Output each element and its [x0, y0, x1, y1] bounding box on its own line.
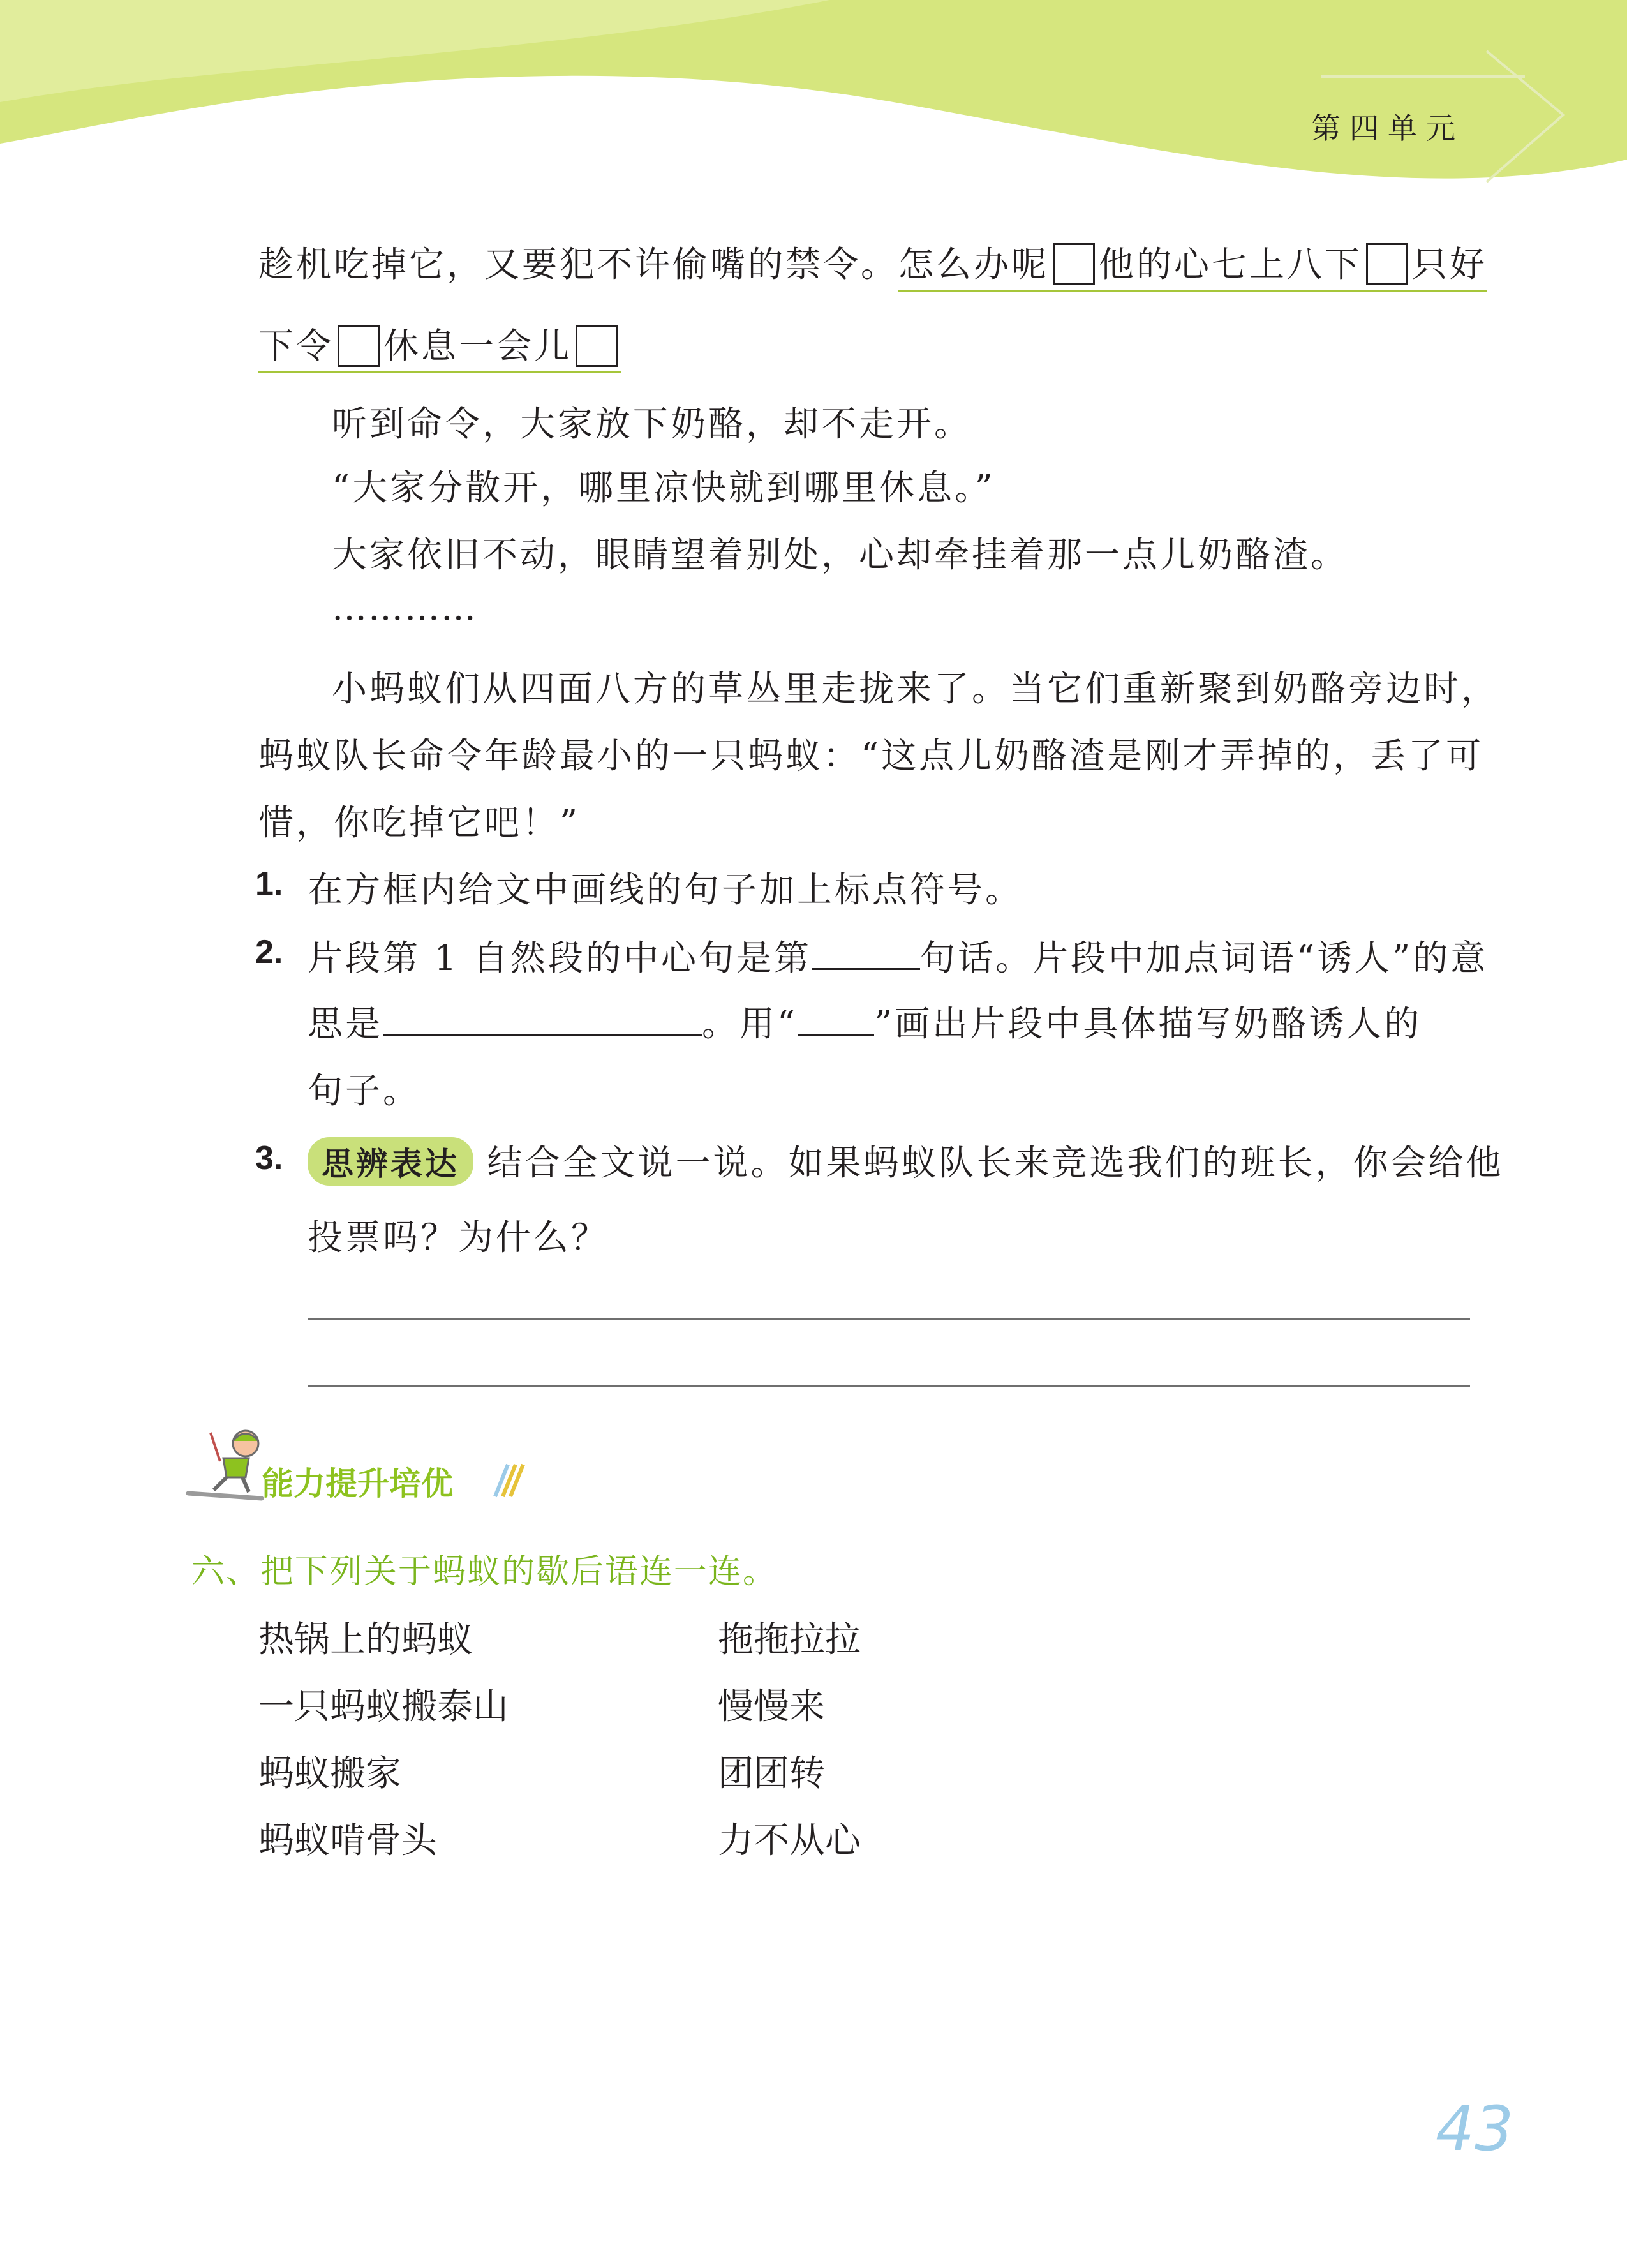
- punctuation-box[interactable]: [1053, 243, 1095, 285]
- answer-blank[interactable]: [383, 1008, 702, 1036]
- punctuation-box[interactable]: [338, 325, 380, 367]
- left-item[interactable]: 热锅上的蚂蚁: [258, 1619, 473, 1660]
- answer-blank[interactable]: [812, 943, 920, 970]
- paragraph: 蚂蚁队长命令年龄最小的一只蚂蚁：“这点儿奶酪渣是刚才弄掉的，丢了可: [258, 735, 1484, 776]
- question-number: 3.: [255, 1140, 283, 1177]
- section-6-heading: 六、把下列关于蚂蚁的歇后语连一连。: [191, 1553, 778, 1591]
- header-banner: [0, 0, 1627, 204]
- question-2-line-1: 片段第 1 自然段的中心句是第 句话。片段中加点词语“诱人”的意: [308, 937, 1489, 978]
- punctuation-box[interactable]: [1366, 243, 1408, 285]
- left-item[interactable]: 蚂蚁搬家: [258, 1753, 401, 1794]
- underlined-sentence: 怎么办呢 他的心七上八下 只好: [898, 244, 1487, 292]
- paragraph: 听到命令，大家放下奶酪，却不走开。: [332, 403, 972, 444]
- question-number: 1.: [255, 865, 283, 902]
- answer-line[interactable]: [308, 1385, 1470, 1387]
- question-3-line-1: 思辨表达 结合全文说一说。如果蚂蚁队长来竞选我们的班长，你会给他: [308, 1135, 1504, 1186]
- left-item[interactable]: 一只蚂蚁搬泰山: [258, 1686, 509, 1727]
- passage-line-1: [258, 236, 1487, 287]
- paragraph: 小蚂蚁们从四面八方的草丛里走拢来了。当它们重新聚到奶酪旁边时，: [332, 668, 1499, 709]
- underlined-sentence: 下令 休息一会儿: [258, 325, 621, 373]
- page-number: 43: [1436, 2093, 1514, 2165]
- slash-decoration-icon: [490, 1461, 528, 1500]
- paragraph: “大家分散开，哪里凉快就到哪里休息。”: [332, 467, 995, 508]
- right-item[interactable]: 力不从心: [718, 1820, 861, 1861]
- answer-line[interactable]: [308, 1318, 1470, 1320]
- underline-sample: [798, 1008, 874, 1036]
- question-2-line-3: 句子。: [308, 1070, 421, 1111]
- ellipsis: …………: [332, 587, 477, 628]
- left-item[interactable]: 蚂蚁啃骨头: [258, 1820, 437, 1861]
- unit-title: 第四单元: [1311, 111, 1464, 145]
- skier-icon: [185, 1423, 274, 1506]
- punctuation-box[interactable]: [576, 325, 618, 367]
- thinking-expression-tag: 思辨表达: [308, 1137, 473, 1186]
- section-title: 能力提升培优: [262, 1465, 453, 1502]
- question-1-text: 在方框内给文中画线的句子加上标点符号。: [308, 869, 1023, 910]
- paragraph: 大家依旧不动，眼睛望着别处，心却牵挂着那一点儿奶酪渣。: [332, 534, 1349, 575]
- right-item[interactable]: 拖拖拉拉: [718, 1619, 861, 1660]
- passage-line-2: [258, 318, 621, 368]
- right-item[interactable]: 团团转: [718, 1753, 825, 1794]
- right-item[interactable]: 慢慢来: [718, 1686, 825, 1727]
- question-number: 2.: [255, 934, 283, 971]
- question-3-line-2: 投票吗？为什么？: [308, 1217, 609, 1258]
- paragraph: 惜，你吃掉它吧！”: [258, 802, 581, 843]
- question-2-line-2: 思是 。用“ ”画出片段中具体描写奶酪诱人的: [308, 1003, 1422, 1044]
- passage-text: 趁机吃掉它，又要犯不许偷嘴的禁令。: [258, 244, 899, 285]
